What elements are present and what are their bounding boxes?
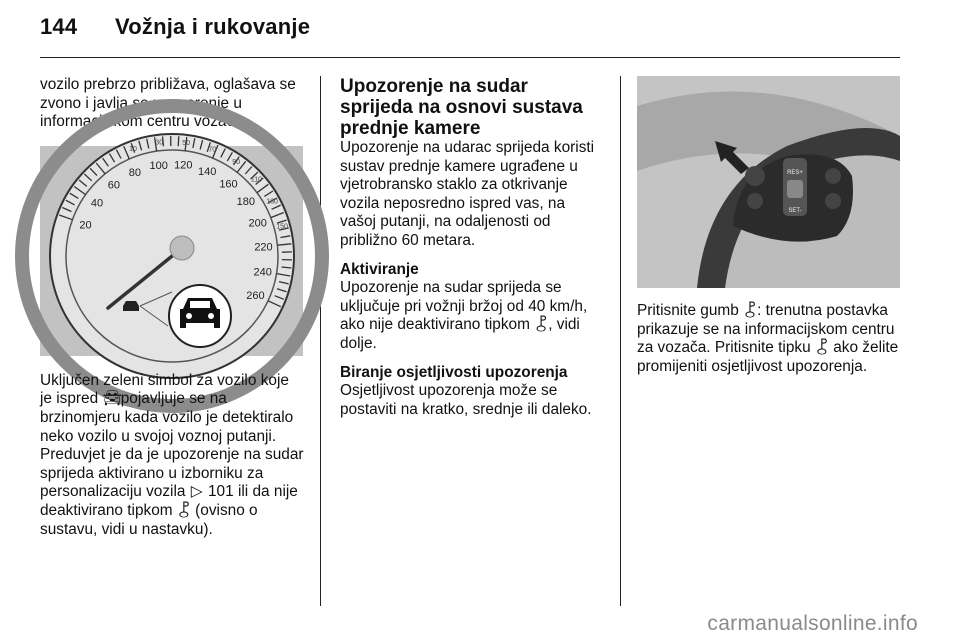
speed-label: 180 xyxy=(236,195,255,208)
header-rule xyxy=(40,57,900,58)
column-2 xyxy=(340,76,605,429)
paragraph-sensitivity: Osjetljivost upozorenja može se postaviti na kratko, srednje ili daleko. xyxy=(340,382,592,418)
paragraph-warning-sound: vozilo prebrzo približava, oglašava se zvono i javlja se upozorenje u informacijskom centru vozača. xyxy=(40,76,296,131)
page-header xyxy=(40,14,310,40)
speed-label: 160 xyxy=(219,178,238,191)
fcw-button-icon: ⯛ xyxy=(744,302,756,319)
fcw-button-icon: ⯛ xyxy=(535,316,547,334)
speed-label: 120 xyxy=(174,159,193,172)
fcw-button-icon: ⯛ xyxy=(178,501,190,519)
outer-scale-label: 30 xyxy=(155,139,164,147)
column-3 xyxy=(637,76,902,386)
speed-label: 60 xyxy=(107,179,121,192)
paragraph-activation: Upozorenje na sudar sprijeda se uključuje pri vožnji bržoj od 40 km/h, ako nije deaktivirano tipkom ⯛ , vidi dolje. xyxy=(340,279,588,352)
speed-label: 140 xyxy=(198,165,217,178)
watermark: carmanualsonline.info xyxy=(707,612,918,635)
speed-label: 240 xyxy=(253,266,272,279)
speed-label: 260 xyxy=(246,289,265,302)
paragraph-intro: Upozorenje na udarac sprijeda koristi sustav prednje kamere ugrađene u vjetrobransko staklo za otkrivanje vozila neposredno ispred vas, na vašoj putanji, na odaljenosti od približno 60 metara. xyxy=(340,139,595,249)
speed-label: 200 xyxy=(248,217,267,230)
speed-label: 100 xyxy=(149,159,168,172)
page-reference[interactable]: 101 xyxy=(208,483,234,501)
column-divider-1 xyxy=(320,76,321,606)
outer-scale-label: 90 xyxy=(232,158,241,166)
section-heading: Upozorenje na sudar sprijeda na osnovi sustava prednje kamere xyxy=(340,76,583,139)
paragraph-press-button: Pritisnite gumb ⯛ : trenutna postavka prikazuje se na informacijskom centru za vozača. Pritisnite tipku ⯛ ako želite promijeniti osjetljivost upozorenja. xyxy=(637,302,899,375)
steering-wheel-figure xyxy=(637,76,900,288)
outer-scale-label: 70 xyxy=(208,146,217,154)
column-1 xyxy=(40,76,305,549)
car-front-icon: 🚘︎ xyxy=(102,390,123,408)
column-divider-2 xyxy=(620,76,621,606)
outer-scale-label: 130 xyxy=(266,198,278,206)
speedometer-figure xyxy=(40,139,303,356)
page-ref-arrow-icon: ▷ xyxy=(190,483,203,501)
speed-label: 20 xyxy=(79,219,92,232)
set-label: SET- xyxy=(788,208,802,214)
fcw-wheel-button[interactable] xyxy=(745,166,765,186)
page-number: 144 xyxy=(40,14,78,39)
outer-scale-label: 50 xyxy=(182,139,191,147)
gauge-tick xyxy=(178,136,179,146)
speed-label: 80 xyxy=(128,166,142,179)
paragraph-green-symbol: Uključen zeleni simbol za vozilo koje je ispred 🚘︎ pojavljuje se na brzinomjeru kada vozilo je detektiralo neko vozilo u svojoj voznoj putanji. Preduvjet je da je upozorenje na sudar sprijeda aktivirano u izborniku za personalizaciju vozila ▷ 101 ili da nije deaktivirano tipkom ⯛ (ovisno o sustavu, vidi u nastavku). xyxy=(40,371,304,538)
outer-scale-label: 10 xyxy=(129,145,137,153)
fcw-button-icon: ⯛ xyxy=(816,339,828,357)
speed-label: 40 xyxy=(90,197,104,210)
outer-scale-label: 150 xyxy=(276,223,288,231)
speed-label: 220 xyxy=(254,241,273,254)
page-title: Vožnja i rukovanje xyxy=(115,14,311,39)
res-label: RES+ xyxy=(787,170,803,176)
subheading-sensitivity: Biranje osjetljivosti upozorenja xyxy=(340,363,568,381)
subheading-activation: Aktiviranje xyxy=(340,260,419,278)
outer-scale-label: 110 xyxy=(250,176,263,184)
car-symbol-small xyxy=(123,301,139,311)
